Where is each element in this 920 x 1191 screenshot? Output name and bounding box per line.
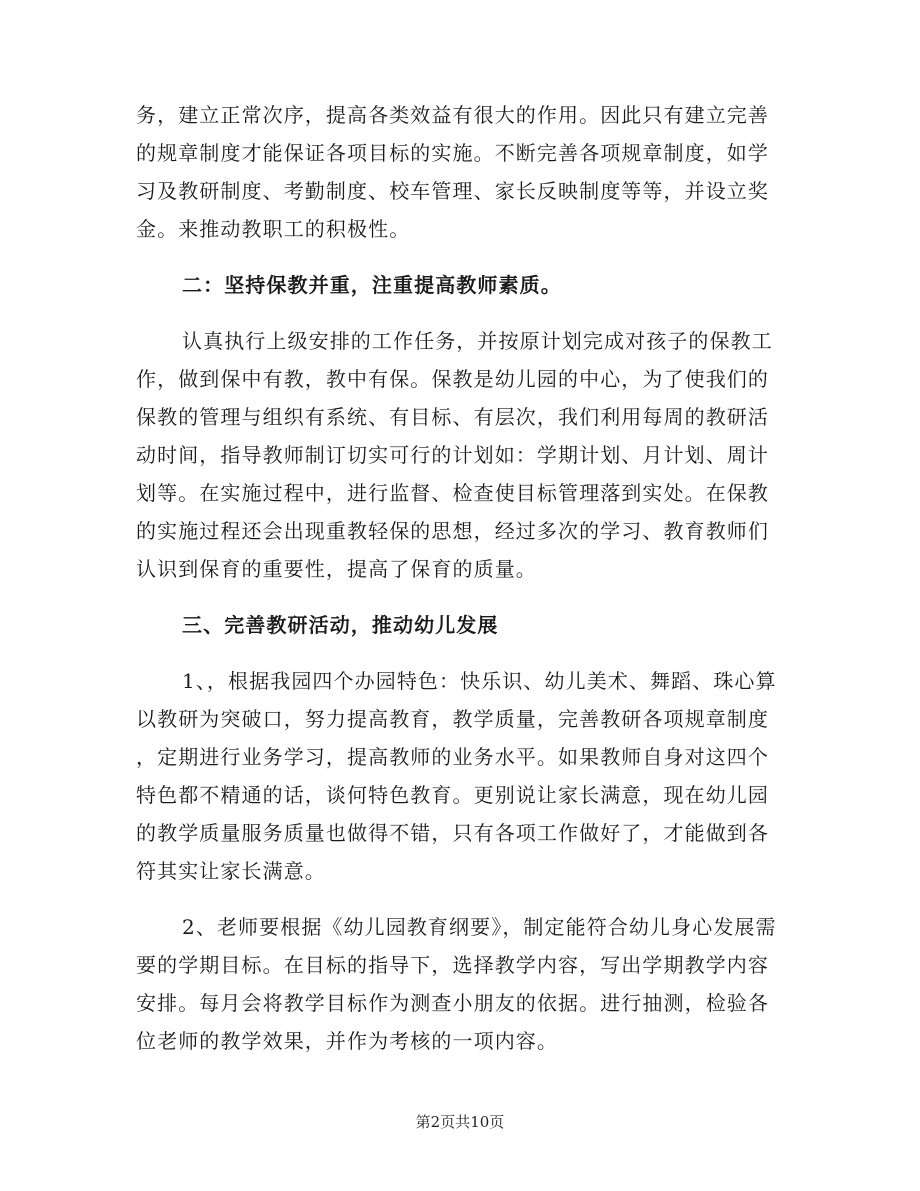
text-line: 要的学期目标。在目标的指导下，选择教学内容，写出学期教学内容 [136,953,769,977]
text-line: 安排。每月会将教学目标作为测查小朋友的依据。进行抽测，检验各 [136,991,769,1015]
paragraph [136,322,786,588]
text-line: 划等。在实施过程中，进行监督、检查使目标管理落到实处。在保教 [136,481,769,505]
text-line: 认真执行上级安排的工作任务，并按原计划完成对孩子的保教工 [182,329,773,353]
text-line: ，定期进行业务学习，提高教师的业务水平。如果教师自身对这四个 [136,745,769,769]
paragraph [136,662,786,890]
text-line: 位老师的教学效果，并作为考核的一项内容。 [136,1029,558,1053]
document-body [136,96,786,1060]
text-line: 习及教研制度、考勤制度、校车管理、家长反映制度等等，并设立奖 [136,179,769,203]
text-line: 认识到保育的重要性，提高了保育的质量。 [136,557,537,581]
text-line: 的实施过程还会出现重教轻保的思想，经过多次的学习、教育教师们 [136,519,769,543]
heading-line: 三、完善教研活动，推动幼儿发展 [182,613,499,637]
section-heading [136,266,786,304]
text-line: 1、，根据我园四个办园特色：快乐识、幼儿美术、舞蹈、珠心算 [182,669,777,693]
text-line: 金。来推动教职工的积极性。 [136,217,411,241]
text-line: 务，建立正常次序，提高各类效益有很大的作用。因此只有建立完善 [136,103,769,127]
text-line: 2、老师要根据《幼儿园教育纲要》，制定能符合幼儿身心发展需 [182,915,777,939]
text-line: 以教研为突破口，努力提高教育，教学质量，完善教研各项规章制度 [136,707,769,731]
text-line: 保教的管理与组织有系统、有目标、有层次，我们利用每周的教研活 [136,405,769,429]
text-line: 动时间，指导教师制订切实可行的计划如：学期计划、月计划、周计 [136,443,769,467]
text-line: 特色都不精通的话，谈何特色教育。更别说让家长满意，现在幼儿园 [136,783,769,807]
paragraph [136,908,786,1060]
section-heading [136,606,786,644]
paragraph [136,96,786,248]
text-line: 作，做到保中有教，教中有保。保教是幼儿园的中心，为了使我们的 [136,367,769,391]
heading-line: 二：坚持保教并重，注重提高教师素质。 [182,273,562,297]
text-line: 的教学质量服务质量也做得不错，只有各项工作做好了，才能做到各 [136,821,769,845]
text-line: 符其实让家长满意。 [136,859,326,883]
page-number: 第2页共10页 [415,1113,505,1131]
text-line: 的规章制度才能保证各项目标的实施。不断完善各项规章制度，如学 [136,141,769,165]
